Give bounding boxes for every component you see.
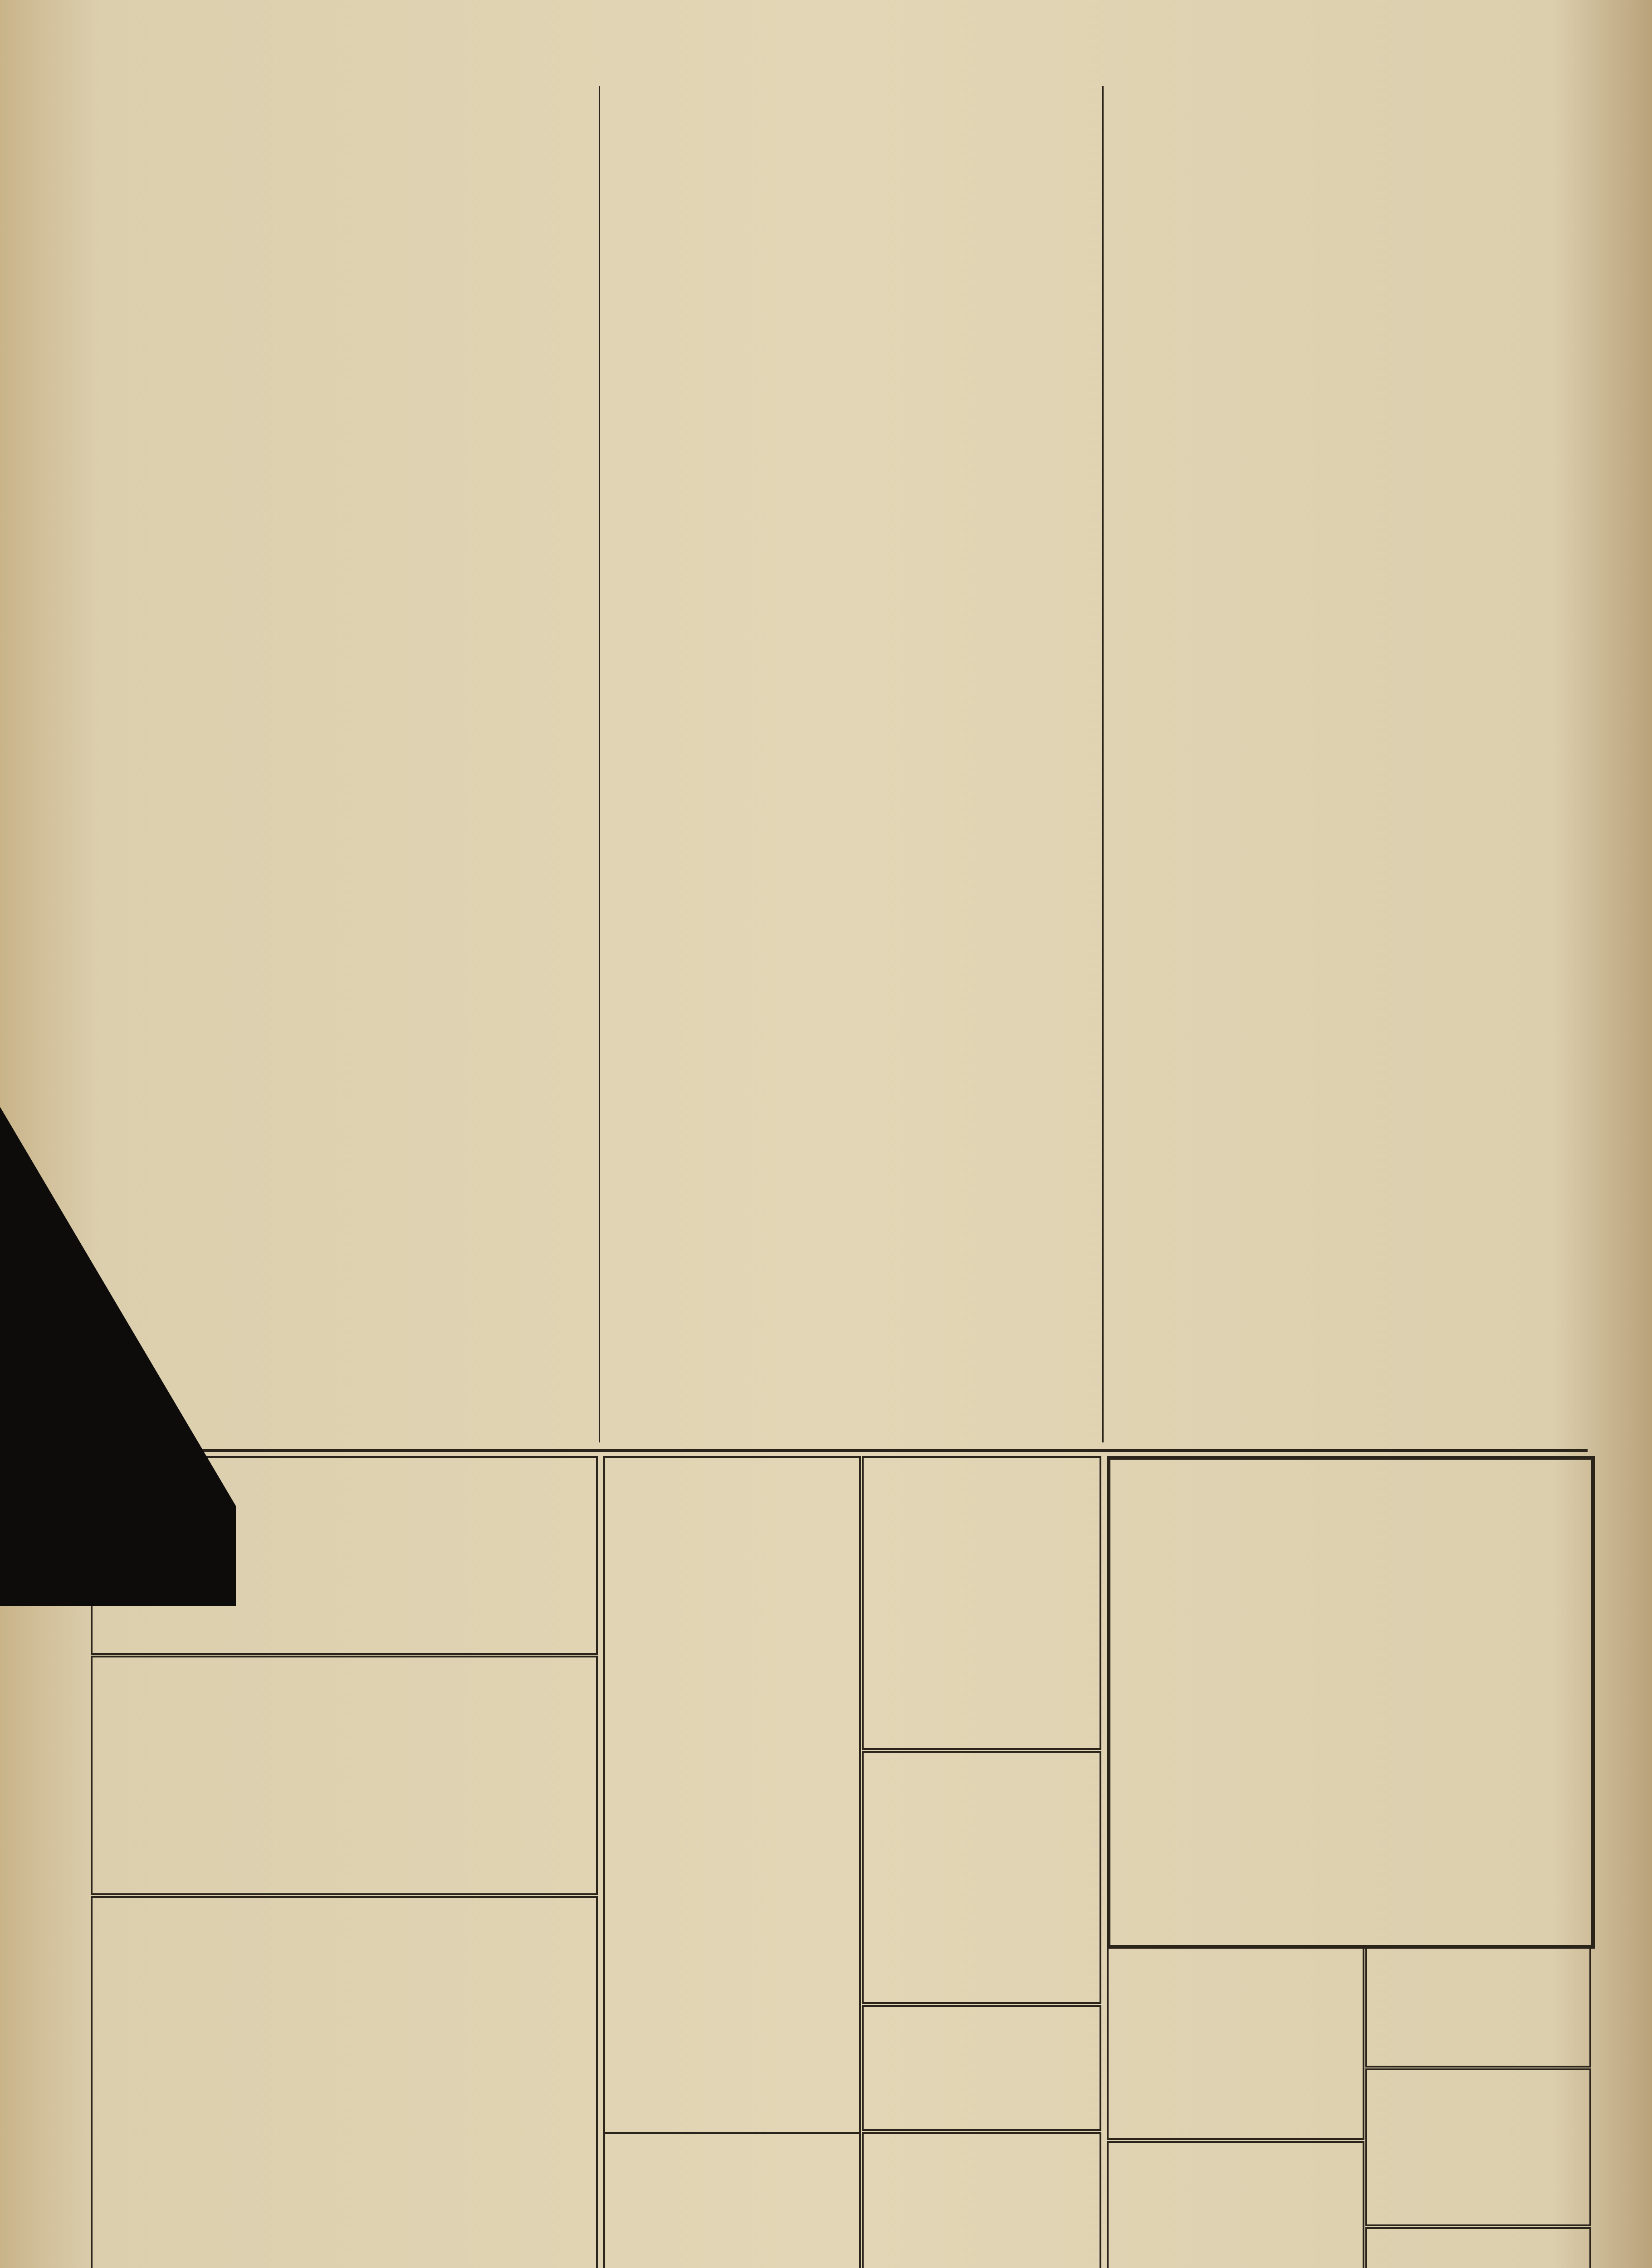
ad-mandeln	[1107, 1946, 1364, 2140]
ad-stoff	[603, 2132, 861, 2268]
article-column-right	[1111, 91, 1588, 1442]
article-column-left	[95, 91, 590, 1442]
section-title-handelsnachrichten	[608, 381, 1093, 435]
column-divider	[599, 86, 600, 1442]
ad-weihnachtsgeld	[1107, 2141, 1364, 2268]
ad-sprachlehrerin	[862, 2132, 1101, 2268]
column-divider	[1102, 86, 1104, 1442]
ad-backgewuerze	[1365, 1946, 1591, 2068]
ad-weihnachts-angebot	[1107, 1456, 1595, 1949]
section-title-maerkte	[1111, 472, 1588, 503]
ad-schuhcreme	[91, 1656, 598, 1895]
ad-reisig	[862, 1456, 1101, 1750]
article-column-middle-lower	[608, 445, 1093, 1442]
ad-ziehharmonikas	[862, 1751, 1101, 2004]
article-column-middle-upper	[608, 91, 1093, 372]
ad-section-divider	[91, 1449, 1588, 1452]
ad-junges-maedchen	[1365, 2068, 1591, 2226]
ad-kirchenchor	[1365, 2227, 1591, 2268]
ad-haber	[862, 2005, 1101, 2131]
ad-geborenen	[91, 1896, 598, 2268]
